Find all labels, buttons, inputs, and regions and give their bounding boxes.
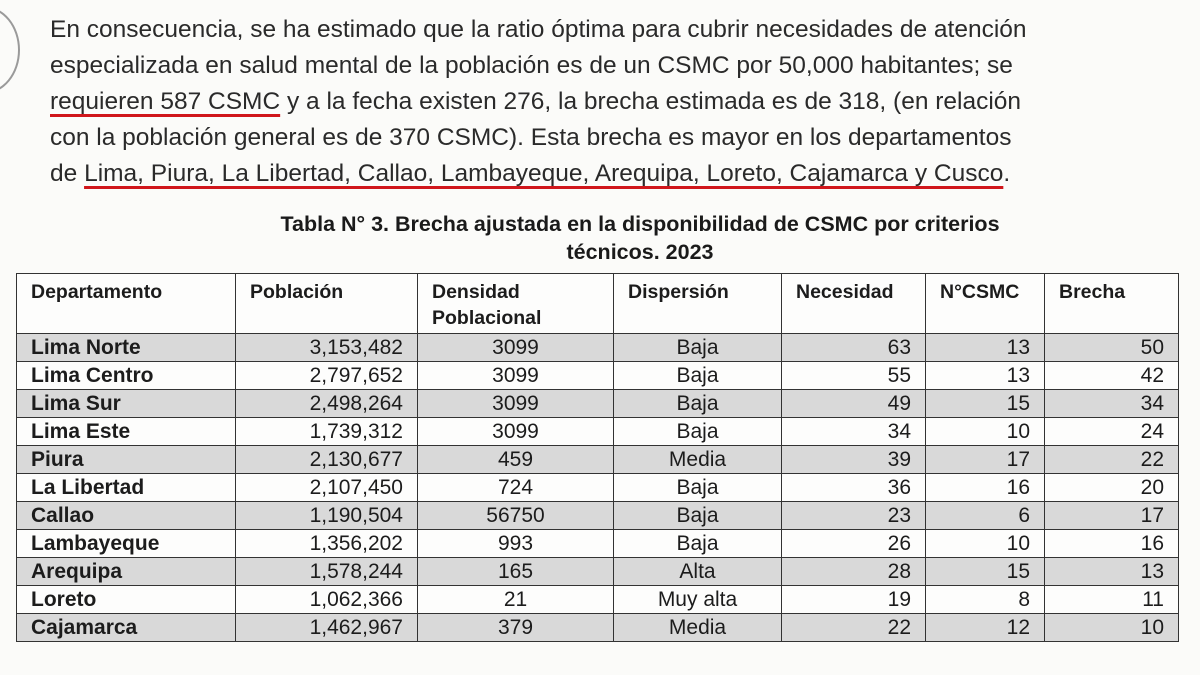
- cell-ncsmc: 12: [926, 614, 1045, 642]
- table-row: [17, 474, 1179, 502]
- cell-densidad: 3099: [418, 390, 614, 418]
- table-row: [17, 334, 1179, 362]
- cell-ncsmc: 15: [926, 558, 1045, 586]
- cell-ncsmc: 15: [926, 390, 1045, 418]
- header-densidad-line: Densidad: [432, 281, 520, 303]
- cell-densidad: 165: [418, 558, 614, 586]
- cell-departamento: Lima Centro: [17, 362, 236, 390]
- paragraph-text: .: [1003, 160, 1011, 187]
- cell-densidad: 993: [418, 530, 614, 558]
- cell-poblacion: 2,498,264: [236, 390, 418, 418]
- cell-departamento: Lima Norte: [17, 334, 236, 362]
- cell-brecha: 34: [1045, 390, 1179, 418]
- cell-brecha: 10: [1045, 614, 1179, 642]
- header-poblacion: Población: [236, 274, 418, 334]
- cell-ncsmc: 17: [926, 446, 1045, 474]
- cell-departamento: Callao: [17, 502, 236, 530]
- table-row: [17, 418, 1179, 446]
- cell-densidad: 56750: [418, 502, 614, 530]
- table-header-row: [17, 274, 1179, 334]
- cell-departamento: Lambayeque: [17, 530, 236, 558]
- cell-dispersion: Alta: [614, 558, 782, 586]
- cell-necesidad: 22: [782, 614, 926, 642]
- body-paragraph: [50, 12, 1150, 192]
- cell-densidad: 724: [418, 474, 614, 502]
- table-row: [17, 614, 1179, 642]
- cell-necesidad: 39: [782, 446, 926, 474]
- cell-poblacion: 1,578,244: [236, 558, 418, 586]
- cell-ncsmc: 8: [926, 586, 1045, 614]
- paragraph-line: [50, 84, 1150, 120]
- cell-densidad: 3099: [418, 418, 614, 446]
- cell-poblacion: 3,153,482: [236, 334, 418, 362]
- cell-departamento: La Libertad: [17, 474, 236, 502]
- cell-necesidad: 63: [782, 334, 926, 362]
- cell-departamento: Loreto: [17, 586, 236, 614]
- cell-brecha: 20: [1045, 474, 1179, 502]
- cell-poblacion: 1,739,312: [236, 418, 418, 446]
- paragraph-line: especializada en salud mental de la población es de un CSMC por 50,000 habitantes; se: [50, 52, 1013, 79]
- cell-dispersion: Muy alta: [614, 586, 782, 614]
- cell-ncsmc: 6: [926, 502, 1045, 530]
- paragraph-line: con la población general es de 370 CSMC). Esta brecha es mayor en los departamentos: [50, 124, 1012, 151]
- paragraph-line: En consecuencia, se ha estimado que la ratio óptima para cubrir necesidades de atención: [50, 16, 1027, 43]
- cell-brecha: 16: [1045, 530, 1179, 558]
- cell-necesidad: 19: [782, 586, 926, 614]
- header-ncsmc: N°CSMC: [926, 274, 1045, 334]
- table-row: [17, 362, 1179, 390]
- header-brecha: Brecha: [1045, 274, 1179, 334]
- cell-poblacion: 2,107,450: [236, 474, 418, 502]
- table-body: [17, 334, 1179, 642]
- seal-stamp: [0, 6, 20, 94]
- cell-ncsmc: 10: [926, 418, 1045, 446]
- cell-poblacion: 1,356,202: [236, 530, 418, 558]
- cell-ncsmc: 13: [926, 362, 1045, 390]
- cell-dispersion: Baja: [614, 530, 782, 558]
- cell-ncsmc: 13: [926, 334, 1045, 362]
- table-caption: [200, 210, 1080, 266]
- header-dispersion: Dispersión: [614, 274, 782, 334]
- cell-brecha: 24: [1045, 418, 1179, 446]
- cell-brecha: 22: [1045, 446, 1179, 474]
- cell-brecha: 11: [1045, 586, 1179, 614]
- cell-necesidad: 26: [782, 530, 926, 558]
- cell-densidad: 21: [418, 586, 614, 614]
- cell-densidad: 3099: [418, 362, 614, 390]
- cell-densidad: 459: [418, 446, 614, 474]
- table-row: [17, 390, 1179, 418]
- table-row: [17, 558, 1179, 586]
- cell-brecha: 13: [1045, 558, 1179, 586]
- cell-necesidad: 28: [782, 558, 926, 586]
- cell-poblacion: 1,462,967: [236, 614, 418, 642]
- cell-dispersion: Baja: [614, 362, 782, 390]
- cell-poblacion: 2,797,652: [236, 362, 418, 390]
- cell-brecha: 42: [1045, 362, 1179, 390]
- header-densidad-line: Poblacional: [432, 307, 542, 329]
- cell-densidad: 379: [418, 614, 614, 642]
- paragraph-text: de: [50, 160, 85, 187]
- cell-poblacion: 2,130,677: [236, 446, 418, 474]
- cell-departamento: Piura: [17, 446, 236, 474]
- paragraph-text: y a la fecha existen 276, la brecha estimada es de 318, (en relación: [280, 88, 1022, 115]
- underlined-departments: Lima, Piura, La Libertad, Callao, Lambayeque, Arequipa, Loreto, Cajamarca y Cusco: [84, 160, 1004, 187]
- cell-dispersion: Baja: [614, 502, 782, 530]
- cell-densidad: 3099: [418, 334, 614, 362]
- cell-dispersion: Baja: [614, 474, 782, 502]
- cell-departamento: Cajamarca: [17, 614, 236, 642]
- cell-ncsmc: 10: [926, 530, 1045, 558]
- table-caption-line: técnicos. 2023: [566, 240, 714, 264]
- cell-departamento: Lima Sur: [17, 390, 236, 418]
- table-row: [17, 502, 1179, 530]
- cell-dispersion: Media: [614, 446, 782, 474]
- underlined-csmc-requirement: requieren 587 CSMC: [50, 88, 281, 115]
- cell-necesidad: 49: [782, 390, 926, 418]
- table-row: [17, 586, 1179, 614]
- paragraph-line: [50, 156, 1150, 192]
- cell-departamento: Lima Este: [17, 418, 236, 446]
- cell-necesidad: 34: [782, 418, 926, 446]
- header-departamento: Departamento: [17, 274, 236, 334]
- cell-dispersion: Baja: [614, 334, 782, 362]
- cell-necesidad: 55: [782, 362, 926, 390]
- cell-necesidad: 23: [782, 502, 926, 530]
- table-caption-line: Tabla N° 3. Brecha ajustada en la disponibilidad de CSMC por criterios: [280, 212, 1000, 236]
- table-row: [17, 446, 1179, 474]
- header-necesidad: Necesidad: [782, 274, 926, 334]
- cell-brecha: 17: [1045, 502, 1179, 530]
- cell-poblacion: 1,062,366: [236, 586, 418, 614]
- cell-dispersion: Media: [614, 614, 782, 642]
- brecha-table: [16, 273, 1179, 642]
- cell-dispersion: Baja: [614, 390, 782, 418]
- cell-necesidad: 36: [782, 474, 926, 502]
- header-densidad: [418, 274, 614, 334]
- cell-dispersion: Baja: [614, 418, 782, 446]
- cell-departamento: Arequipa: [17, 558, 236, 586]
- cell-ncsmc: 16: [926, 474, 1045, 502]
- cell-brecha: 50: [1045, 334, 1179, 362]
- table-row: [17, 530, 1179, 558]
- cell-poblacion: 1,190,504: [236, 502, 418, 530]
